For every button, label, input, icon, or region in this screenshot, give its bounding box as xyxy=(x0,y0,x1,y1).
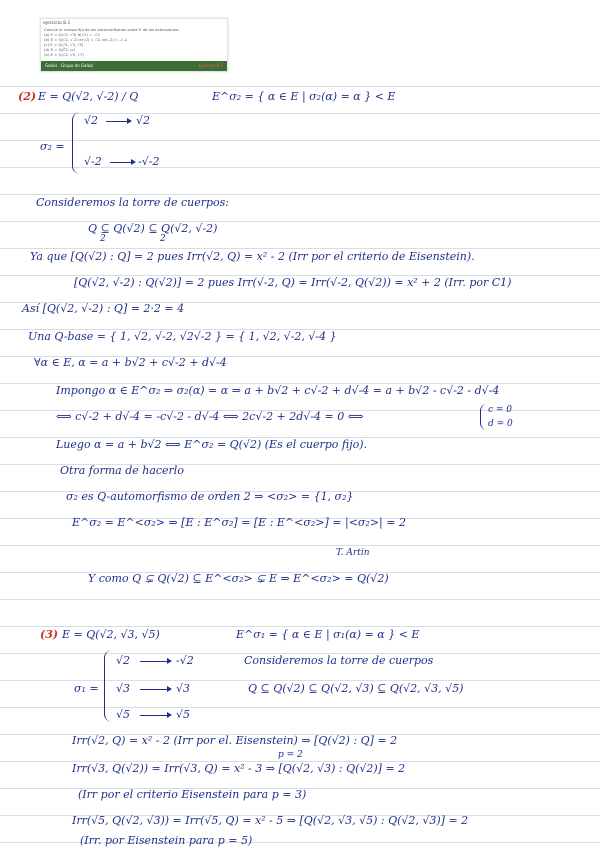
fixed-field-definition: E^σ₂ = { α ∈ E | σ₂(α) = α } < E xyxy=(212,90,396,103)
maps-to-arrow xyxy=(110,162,134,163)
impose-condition: Impongo α ∈ E^σ₂ ⇒ σ₂(α) = α ⇒ a + b√2 + c√-2 + d√-4 = a + b√2 - c√-2 - d√-4 xyxy=(56,384,500,397)
map-to: √3 xyxy=(176,682,191,695)
maps-to-arrow xyxy=(140,689,170,690)
artin-argument: E^σ₂ = E^<σ₂> ⇒ [E : E^σ₂] = [E : E^<σ₂>] = |<σ₂>| = 2 xyxy=(72,516,406,529)
alternative-heading: Otra forma de hacerlo xyxy=(60,464,184,477)
exercise-thumbnail[interactable] xyxy=(40,18,228,72)
irreducible-3-note: (Irr. por Eisenstein para p = 5) xyxy=(80,834,253,847)
general-element: ∀α ∈ E, α = a + b√2 + c√-2 + d√-4 xyxy=(34,356,227,369)
degree-line-2: [Q(√2, √-2) : Q(√2)] = 2 pues Irr(√-2, Q) = Irr(√-2, Q(√2)) = x² + 2 (Irr. por C1) xyxy=(74,276,512,289)
equivalence: ⟺ c√-2 + d√-4 = -c√-2 - d√-4 ⟺ 2c√-2 + 2d√-4 = 0 ⟺ xyxy=(56,410,364,423)
maps-to-arrow xyxy=(106,121,130,122)
map-to: √5 xyxy=(176,708,191,721)
final-chain: Y como Q ⊊ Q(√2) ⊆ E^<σ₂> ⊊ E ⇒ E^<σ₂> = Q(√2) xyxy=(88,572,389,585)
fixed-field-definition-2: E^σ₁ = { α ∈ E | σ₁(α) = α } < E xyxy=(236,628,420,641)
map-from: √2 xyxy=(84,114,99,127)
problem-3-title: E = Q(√2, √3, √5) xyxy=(62,628,160,641)
automorphism-order: σ₂ es Q-automorfismo de orden 2 ⇒ <σ₂> = {1, σ₂} xyxy=(66,490,354,503)
thumbnail-line: (e) E = Q(√2, √3, √7) xyxy=(44,52,84,57)
artin-theorem-note: T. Artin xyxy=(336,548,370,558)
conclusion: Luego α = a + b√2 ⟺ E^σ₂ = Q(√2) (Es el cuerpo fijo). xyxy=(56,438,368,451)
solution-brace xyxy=(480,404,487,430)
map-from: √3 xyxy=(116,682,131,695)
sigma1-label: σ₁ = xyxy=(74,682,99,695)
map-from: √2 xyxy=(116,654,131,667)
thumbnail-line: Calcula el cuerpo fijo de los automorfismos sobre E de las extensiones: xyxy=(44,27,180,32)
thumbnail-heading: ejercicio 8.1 xyxy=(43,21,71,26)
thumbnail-line: (c) E = Q(√2, √3, √5) xyxy=(44,42,84,47)
irreducible-3: Irr(√5, Q(√2, √3)) = Irr(√5, Q) = x² - 5 ⇒ [Q(√2, √3, √5) : Q(√2, √3)] = 2 xyxy=(72,814,469,827)
c-equals-zero: c = 0 xyxy=(488,405,513,415)
degree-mark: 2 xyxy=(100,234,106,244)
problem-3-label: (3) xyxy=(40,628,59,641)
degree-line-1: Ya que [Q(√2) : Q] = 2 pues Irr(√2, Q) = x² - 2 (Irr por el criterio de Eisenstein). xyxy=(30,250,475,263)
thumbnail-line: (b) E = Q(√2, √-2) σ(√2) = √2, σ(√-2) = -√-2 xyxy=(44,37,127,42)
tower-intro: Consideremos la torre de cuerpos: xyxy=(36,196,230,209)
irreducible-1: Irr(√2, Q) = x² - 2 (Irr por el. Eisenstein) ⇒ [Q(√2) : Q] = 2 xyxy=(72,734,398,747)
irreducible-2: Irr(√3, Q(√2)) = Irr(√3, Q) = x² - 3 ⇒ [Q(√2, √3) : Q(√2)] = 2 xyxy=(72,762,406,775)
irreducible-2-note: (Irr por el criterio Eisenstein para p = 3) xyxy=(78,788,307,801)
thumbnail-footer-left: Galois · Grupo de Galois xyxy=(45,63,94,68)
map-to: -√2 xyxy=(176,654,194,667)
q-basis: Una Q-base = { 1, √2, √-2, √2√-2 } = { 1, √2, √-2, √-4 } xyxy=(28,330,337,343)
thumbnail-footer-tag: Ejercicio 8.1 xyxy=(198,63,223,68)
thumbnail-footer xyxy=(41,61,227,71)
map-from: √-2 xyxy=(84,155,102,168)
sigma2-brace xyxy=(72,112,81,174)
map-to: √2 xyxy=(136,114,151,127)
total-degree: Así [Q(√2, √-2) : Q] = 2·2 = 4 xyxy=(22,302,185,315)
map-from: √5 xyxy=(116,708,131,721)
map-to: -√-2 xyxy=(138,155,160,168)
sigma2-label: σ₂ = xyxy=(40,140,65,153)
problem-2-label: (2) xyxy=(18,90,37,103)
thumbnail-line: (a) E = Q(√2, √3) σ(√2) = -√2 xyxy=(44,32,100,37)
degree-mark: 2 xyxy=(160,234,166,244)
eisenstein-prime: p = 2 xyxy=(278,750,303,760)
d-equals-zero: d = 0 xyxy=(488,419,513,429)
maps-to-arrow xyxy=(140,715,170,716)
thumbnail-line: (d) E = Q(∛2, ω) xyxy=(44,47,75,52)
tower-intro-2: Consideremos la torre de cuerpos xyxy=(244,654,434,667)
field-tower-2: Q ⊆ Q(√2) ⊆ Q(√2, √3) ⊆ Q(√2, √3, √5) xyxy=(248,682,464,695)
field-tower: Q ⊆ Q(√2) ⊆ Q(√2, √-2) xyxy=(88,222,218,235)
maps-to-arrow xyxy=(140,661,170,662)
problem-2-title: E = Q(√2, √-2) / Q xyxy=(38,90,139,103)
sigma1-brace xyxy=(104,650,113,722)
